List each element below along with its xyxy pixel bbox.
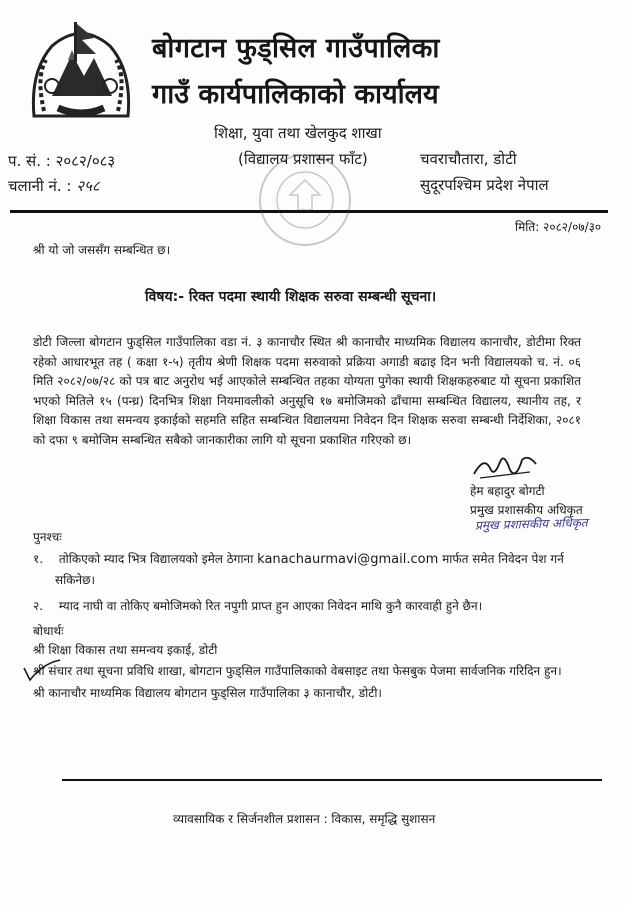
branch-name: शिक्षा, युवा तथा खेलकुद शाखा: [214, 124, 382, 142]
postscript-item-continuation: सकिनेछ।: [55, 573, 96, 587]
cc-item: श्री शिक्षा विकास तथा समन्वय इकाई, डोटी: [33, 643, 218, 657]
signatory-stamp: प्रमुख प्रशासकीय अधिकृत: [474, 515, 588, 533]
signatory-name: हेम बहादुर बोगटी: [470, 484, 545, 498]
section-name: (विद्यालय प्रशासन फाँट): [238, 150, 368, 168]
cc-title: बोधार्थः: [33, 624, 64, 638]
letter-date: मिति: २०८२/०७/३०: [515, 220, 602, 234]
nepal-emblem-icon: [22, 16, 140, 128]
cc-item: श्री कानाचौर माध्यमिक विद्यालय बोगटान फुड्सिल गाउँपालिका ३ कानाचौर, डोटी।: [33, 686, 382, 700]
footer-divider: [62, 779, 602, 781]
chalani-number: [8, 176, 100, 196]
postscript-item: [33, 549, 564, 570]
signature-icon: [470, 450, 540, 482]
ps-value: २०८२/०८३: [55, 152, 116, 170]
ps-label: प. सं. :: [8, 152, 51, 170]
office-stamp-icon: [240, 150, 370, 265]
postscript-item-text-after: मार्फत समेत निवेदन पेश गर्न: [442, 552, 564, 566]
footer-motto: व्यावसायिक र सिर्जनशील प्रशासन : विकास, समृद्धि सुशासन: [173, 812, 436, 826]
recipient: श्री यो जो जससँग सम्बन्धित छ।: [33, 243, 171, 257]
office-subtitle: गाउँ कार्यपालिकाको कार्यालय: [152, 79, 439, 110]
postscript-item-text: म्याद नाघी वा तोकिए बमोजिमको रित नपुगी प्राप्त हुन आएका निवेदन माथि कुनै कारवाही हुने छैन।: [58, 599, 483, 613]
postscript-item-number: २.: [33, 599, 44, 613]
address-line-2: सुदूरपश्चिम प्रदेश नेपाल: [420, 176, 549, 194]
subject-line: विषय:- रिक्त पदमा स्थायी शिक्षक सरुवा सम्बन्धी सूचना।: [145, 289, 437, 305]
postscript-item-text-before: तोकिएको म्याद भित्र विद्यालयको इमेल ठेगाना: [58, 552, 254, 566]
cc-item: श्री संचार तथा सूचना प्रविधि शाखा, बोगटान फुड्सिल गाउँपालिकाको वेबसाइट तथा फेसबुक पेजमा सार्वजनिक गरिदिन हुन।: [33, 664, 562, 678]
postscript-item: [33, 596, 482, 616]
postscript-item-number: १.: [33, 552, 44, 566]
signatory-title: प्रमुख प्रशासकीय अधिकृत: [470, 503, 583, 517]
postscript-title: पुनश्चः: [33, 530, 62, 544]
office-name: बोगटान फुड्सिल गाउँपालिका: [152, 33, 440, 64]
email-address: kanachaurmavi@gmail.com: [257, 552, 439, 567]
chalani-label: चलानी नं. :: [8, 177, 72, 195]
address-line-1: चवराचौतारा, डोटी: [420, 150, 517, 168]
ps-number: [8, 151, 115, 171]
notice-body: डोटी जिल्ला बोगटान फुड्सिल गाउँपालिका वडा नं. ३ कानाचौर स्थित श्री कानाचौर माध्यमिक विद्यालय कानाचौर, डोटीमा रिक्त रहेको आधारभूत तह ( कक्षा १-५) तृतीय श्रेणी शिक्षक पदमा सरुवाको प्रक्रिया अगाडी बढाइ दिन भनी विद्यालयको च. नं. ०६ मिति २०८२/०७/२८ को पत्र बाट अनुरोध भई आएकोले सम्बन्धित तहका योग्यता पुगेका स्थायी शिक्षकहरुबाट यो सूचना प्रकाशित भएको मितिले १५ (पन्ध्र) दिनभित्र शिक्षा नियमावलीको अनुसूचि १७ बमोजिमको ढाँचामा सम्बन्धित विद्यालय, स्थानीय तह, र शिक्षा विकास तथा समन्वय इकाईको सहमति सहित सम्बन्धित विद्यालयमा निवेदन दिन शिक्षक सरुवा सम्बन्धी निर्देशिका, २०८१ को दफा ९ बमोजिम सम्बन्धित सबैको जानकारीका लागि यो सूचना प्रकाशित गरिएको छ।: [33, 335, 581, 447]
chalani-value: २५८: [76, 177, 100, 195]
